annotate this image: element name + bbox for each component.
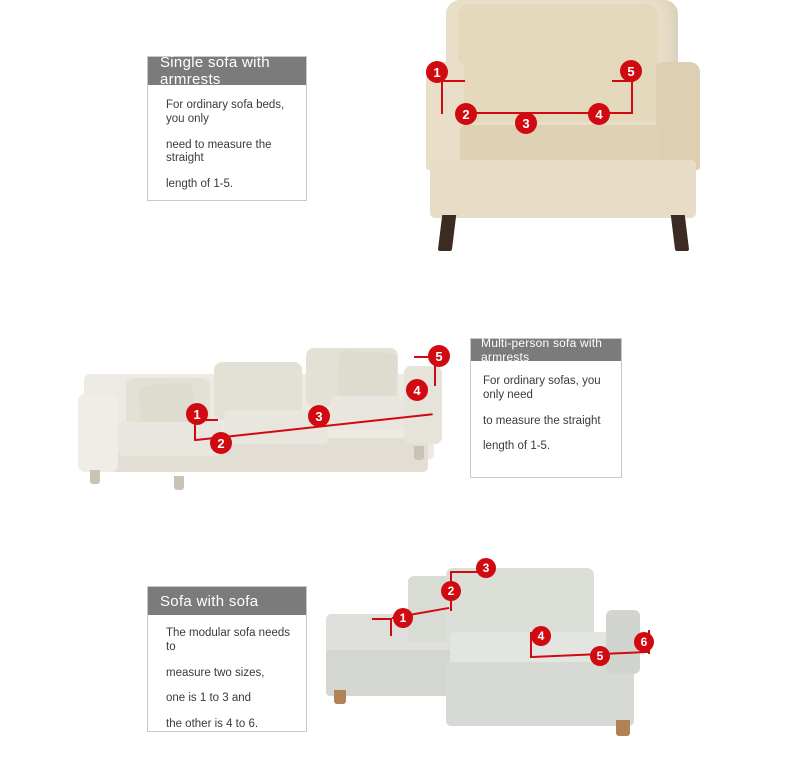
sofa-foot-right	[414, 446, 424, 460]
armchair-seat-cushion	[460, 125, 660, 165]
card-single-sofa-body	[148, 85, 306, 202]
armchair-base	[430, 160, 696, 218]
marker-4-armchair: 4	[588, 103, 610, 125]
sofa-foot-mid	[174, 476, 184, 490]
card-single-sofa-header: Single sofa with armrests	[148, 57, 306, 85]
marker-6-sectional: 6	[634, 632, 654, 652]
measure-line-4-5	[631, 80, 633, 114]
marker-3-sofa: 3	[308, 405, 330, 427]
card-sectional-sofa-body	[148, 615, 306, 740]
marker-2-sectional: 2	[441, 581, 461, 601]
three-seat-sofa-illustration	[74, 318, 454, 503]
card-multi-person-sofa-body	[471, 361, 621, 464]
sofa-left-arm	[78, 394, 118, 472]
card-sectional-sofa-line-1: The modular sofa needs to	[166, 627, 291, 653]
measure-line-1-2	[441, 80, 443, 114]
sectional-sofa-illustration	[320, 558, 680, 758]
sectional-foot-right	[616, 720, 630, 736]
card-single-sofa-line-3: length of 1-5.	[166, 178, 234, 191]
marker-5-sectional: 5	[590, 646, 610, 666]
sectional-foot-left	[334, 690, 346, 704]
card-sectional-sofa-line-2: measure two sizes,	[166, 666, 265, 679]
card-sectional-sofa	[147, 586, 307, 732]
card-sectional-sofa-line-4: the other is 4 to 6.	[166, 718, 259, 731]
card-single-sofa-line-2: need to measure the straight	[166, 138, 272, 165]
card-sectional-sofa-line-3: one is 1 to 3 and	[166, 692, 252, 705]
armchair-right-arm	[656, 62, 700, 170]
armchair-right-leg	[671, 215, 689, 251]
card-single-sofa	[147, 56, 307, 201]
sectional-back-main	[446, 568, 594, 642]
measure-line-1-top	[441, 80, 465, 82]
marker-3-armchair: 3	[515, 112, 537, 134]
sectional-base-main	[446, 662, 634, 726]
armchair-illustration	[418, 0, 708, 265]
marker-5-armchair: 5	[620, 60, 642, 82]
card-multi-person-sofa-line-3: length of 1-5.	[483, 440, 551, 453]
card-multi-person-sofa-header: Multi-person sofa with armrests	[471, 339, 621, 361]
marker-2-sofa: 2	[210, 432, 232, 454]
marker-1-sectional: 1	[393, 608, 413, 628]
marker-5-sofa: 5	[428, 345, 450, 367]
marker-1-sofa: 1	[186, 403, 208, 425]
measure-line-1-vert-sect	[390, 618, 392, 636]
card-sectional-sofa-header: Sofa with sofa	[148, 587, 306, 615]
card-multi-person-sofa-line-2: to measure the straight	[483, 414, 601, 427]
card-multi-person-sofa-line-1: For ordinary sofas, you only need	[483, 375, 601, 401]
sofa-right-arm	[404, 366, 442, 444]
card-single-sofa-line-1: For ordinary sofa beds, you only	[166, 99, 285, 125]
marker-3-sectional: 3	[476, 558, 496, 578]
measure-line-1-left-sect	[372, 618, 392, 620]
armchair-left-leg	[438, 215, 456, 251]
sofa-foot-left	[90, 470, 100, 484]
marker-1-armchair: 1	[426, 61, 448, 83]
marker-4-sofa: 4	[406, 379, 428, 401]
marker-4-sectional: 4	[531, 626, 551, 646]
marker-2-armchair: 2	[455, 103, 477, 125]
sofa-pillow-right	[337, 351, 397, 402]
card-multi-person-sofa	[470, 338, 622, 478]
